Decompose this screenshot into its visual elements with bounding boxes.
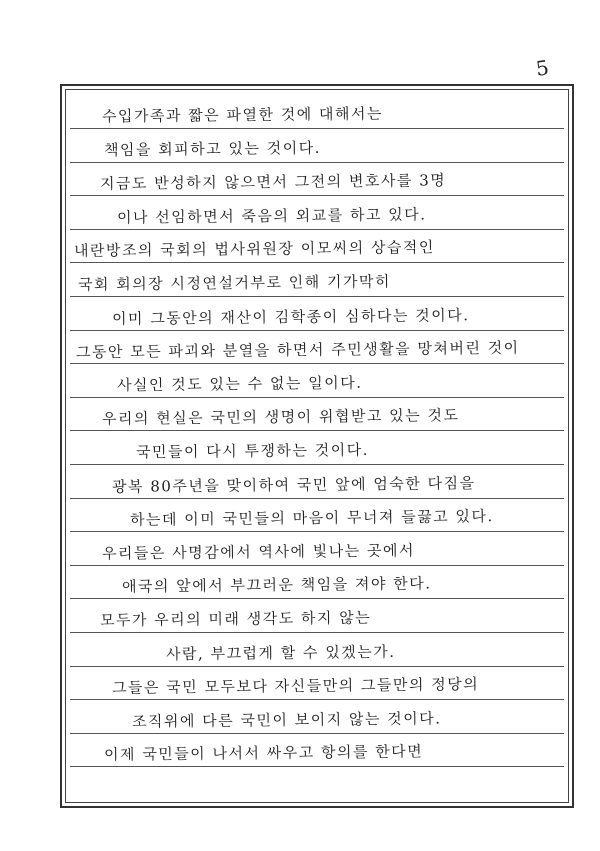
text-line: 책임을 회피하고 있는 것이다. [103, 138, 322, 159]
text-line: 사실인 것도 있는 수 없는 일이다. [116, 373, 363, 395]
page-number: 5 [534, 55, 551, 81]
text-line: 그동안 모든 파괴와 분열을 하면서 주민생활을 망쳐버린 것이 [75, 338, 520, 362]
text-line: 모두가 우리의 미래 생각도 하지 않는 [99, 608, 372, 630]
text-line: 국회 회의장 시정연설거부로 인해 기가막히 [77, 272, 391, 294]
text-line: 이제 국민들이 나서서 싸우고 항의를 한다면 [103, 742, 424, 765]
ruled-paper [60, 84, 574, 808]
text-line: 이미 그동안의 재산이 김학종이 심하다는 것이다. [111, 305, 470, 328]
text-line: 내란방조의 국회의 법사위원장 이모씨의 상습적인 [73, 238, 435, 261]
text-line: 지금도 반성하지 않으면서 그전의 변호사를 3명 [99, 171, 447, 193]
text-line: 그들은 국민 모두보다 자신들만의 그들만의 정당의 [111, 675, 480, 698]
text-line: 애국의 앞에서 부끄러운 책임을 져야 한다. [121, 574, 432, 597]
text-line: 우리들은 사명감에서 역사에 빛나는 곳에서 [101, 541, 415, 563]
text-line: 광복 80주년을 맞이하여 국민 앞에 엄숙한 다짐을 [111, 473, 476, 496]
text-line: 조직위에 다른 국민이 보이지 않는 것이다. [131, 709, 442, 731]
text-line: 우리의 현실은 국민의 생명이 위협받고 있는 것도 [101, 406, 460, 429]
text-line: 수입가족과 짧은 파열한 것에 대해서는 [101, 104, 384, 126]
handwritten-text [62, 86, 572, 806]
text-line: 하는데 이미 국민들의 마음이 무너져 들끓고 있다. [129, 507, 494, 530]
text-line: 사람, 부끄럽게 할 수 있겠는가. [165, 642, 396, 663]
text-line: 국민들이 다시 투쟁하는 것이다. [135, 440, 370, 462]
text-line: 이나 선임하면서 죽음의 외교를 하고 있다. [116, 205, 427, 227]
